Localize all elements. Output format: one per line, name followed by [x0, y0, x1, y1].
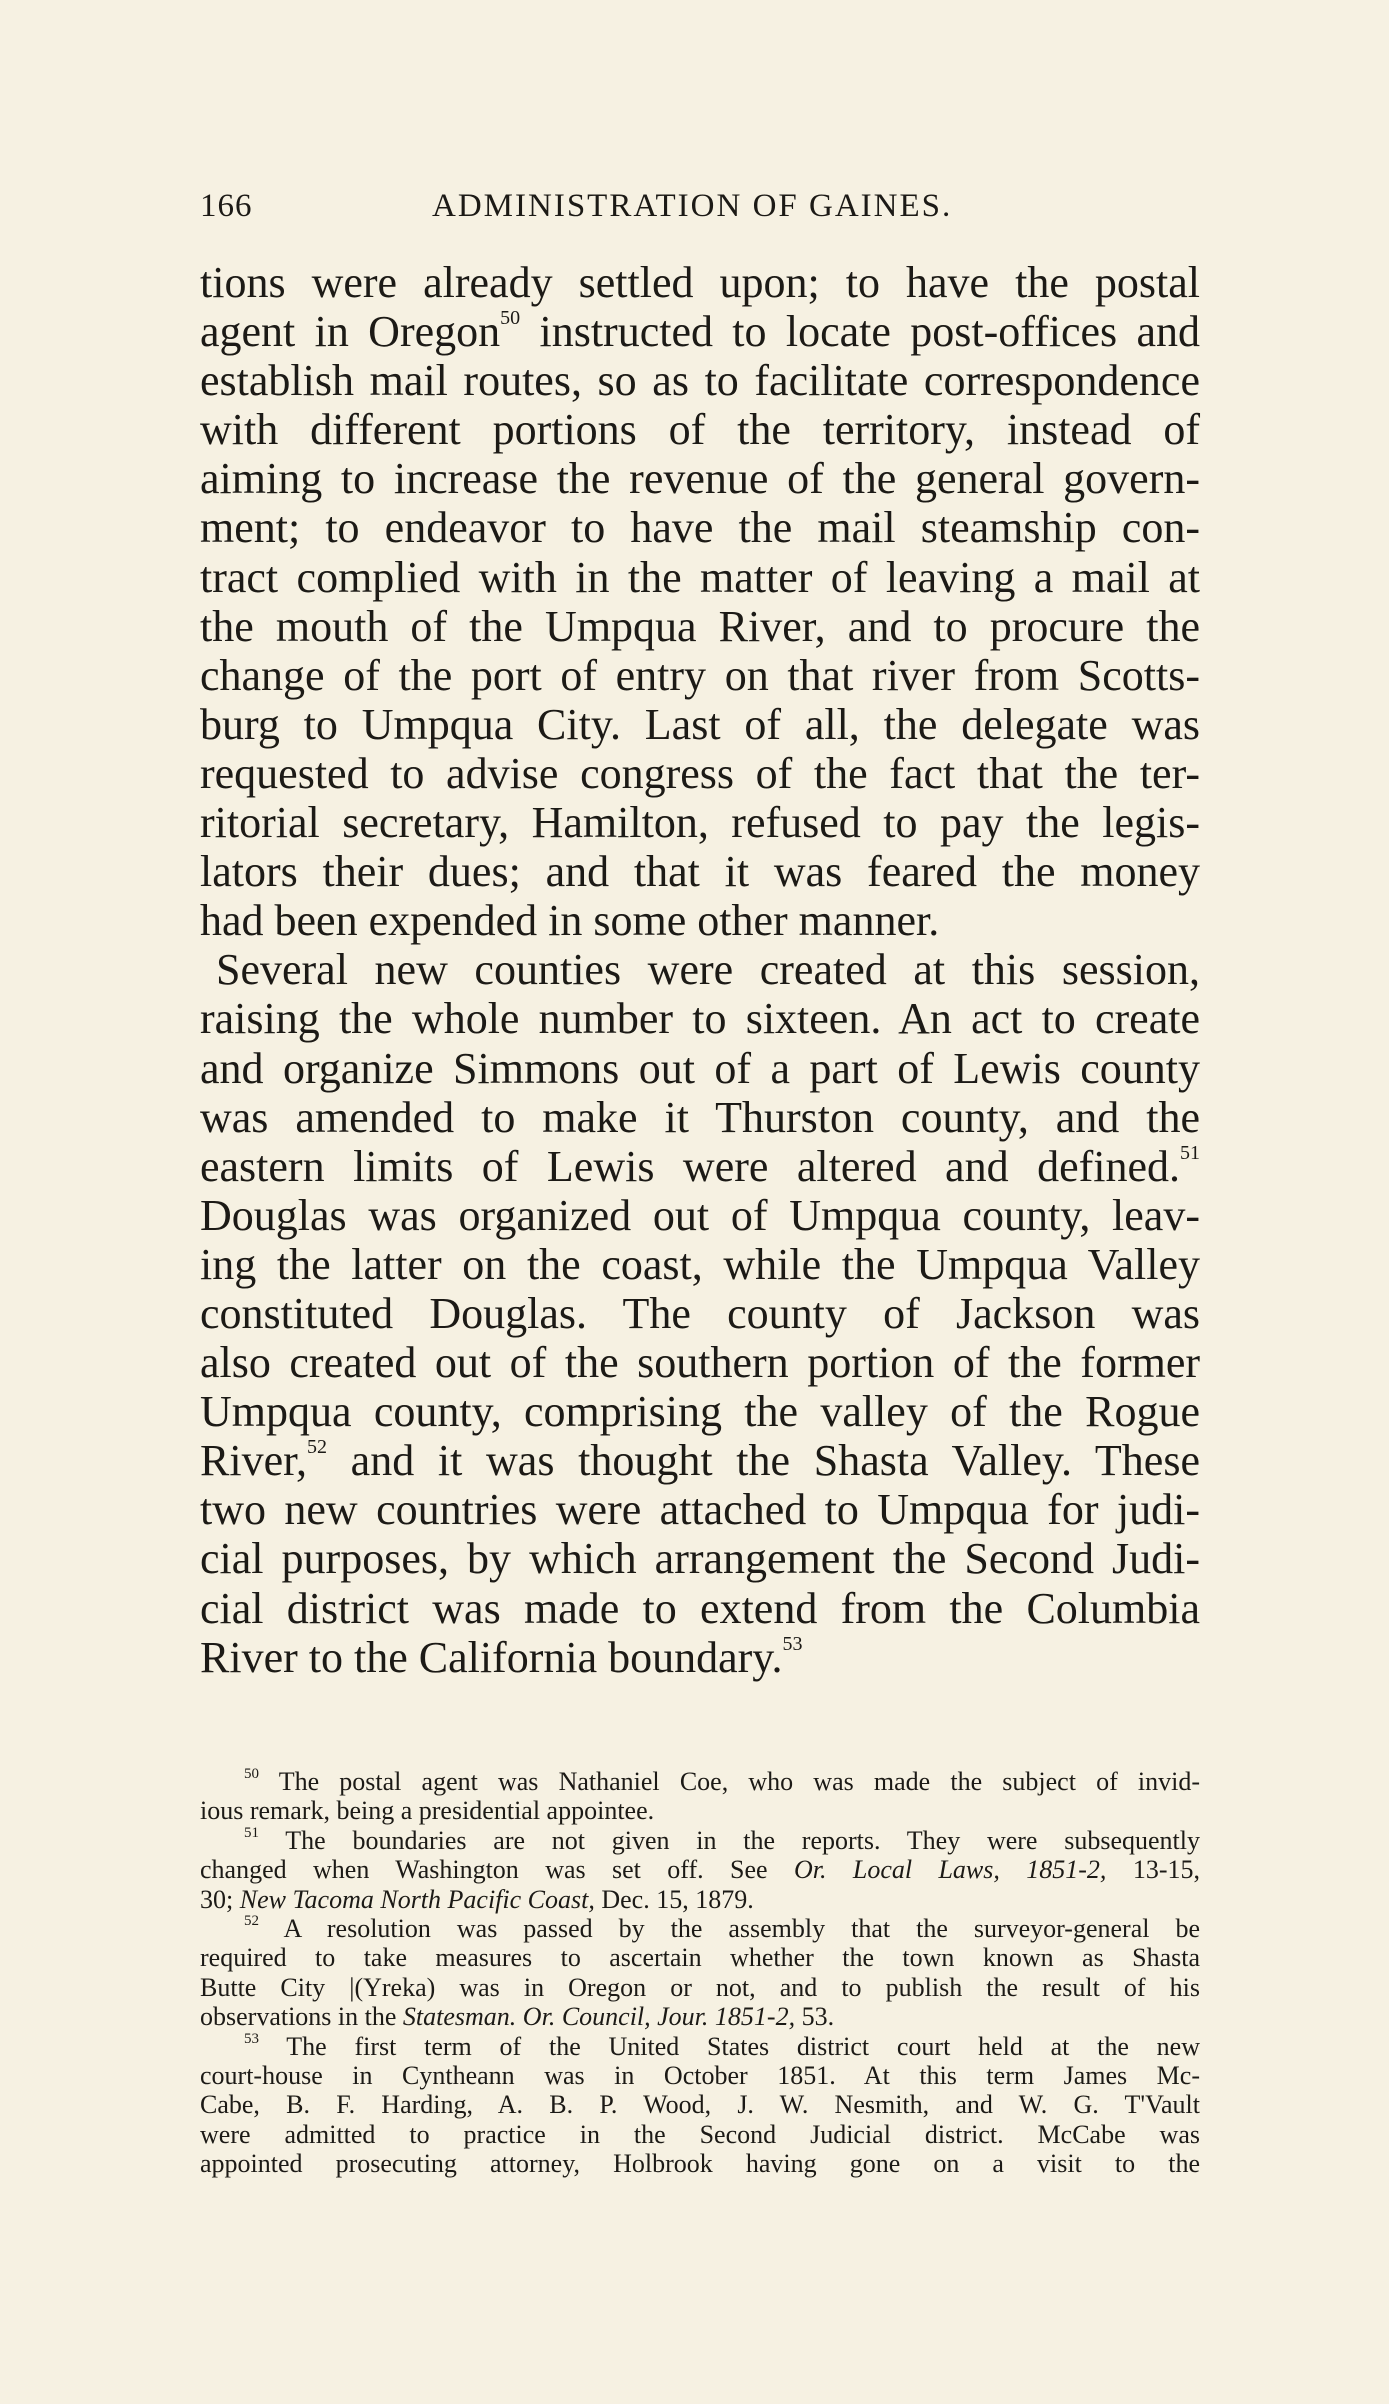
footnote-line: Cabe, B. F. Harding, A. B. P. Wood, J. W. Nesmith, and W. G. T'Vault: [200, 2090, 1200, 2120]
footnote-line: were admitted to practice in the Second Judicial district. McCabe was: [200, 2119, 1200, 2149]
text-line: had been expended in some other manner.: [200, 896, 940, 946]
text-line: ment; to endeavor to have the mail steamship con-: [200, 503, 1200, 553]
text-line: Several new counties were created at this session,: [216, 945, 1200, 995]
text-line: requested to advise congress of the fact that the ter-: [200, 748, 1200, 798]
text-line: agent in Oregon$^{50}$ instructed to locate post-offices and: [200, 307, 1201, 357]
footnote-50: [200, 1767, 1200, 1826]
text-line: eastern limits of Lewis were altered and defined.$^{51}$: [200, 1141, 1200, 1191]
footnote-line: changed when Washington was set off. See Or. Local Laws, 1851-2, 13-15,: [200, 1855, 1200, 1885]
footnote-line: 30; New Tacoma North Pacific Coast, Dec. 15, 1879.: [200, 1884, 754, 1914]
footnote-ref-52[interactable]: 52: [307, 1436, 327, 1459]
footnote-52: [200, 1914, 1200, 2032]
body-text: [200, 258, 1200, 1682]
running-title: ADMINISTRATION OF GAINES.: [432, 188, 953, 224]
footnote-line: required to take measures to ascertain whether the town known as Shasta: [200, 1943, 1200, 1973]
footnote-line: court-house in Cyntheann was in October 1851. At this term James Mc-: [200, 2060, 1200, 2090]
text-line: two new countries were attached to Umpqua for judi-: [200, 1485, 1200, 1535]
text-line: raising the whole number to sixteen. An act to create: [200, 994, 1200, 1044]
footnotes: [200, 1767, 1200, 2178]
page-number: 166: [200, 188, 253, 224]
text-line: the mouth of the Umpqua River, and to procure the: [200, 601, 1200, 651]
footnote-line: $^{52}$ A resolution was passed by the assembly that the surveyor-general be: [244, 1912, 1200, 1943]
text-line: ing the latter on the coast, while the Umpqua Valley: [200, 1239, 1200, 1289]
text-line: was amended to make it Thurston county, and the: [200, 1092, 1200, 1142]
text-line: constituted Douglas. The county of Jackson was: [200, 1288, 1200, 1338]
footnote-number: 52: [244, 1912, 259, 1929]
footnote-ref-53[interactable]: 53: [782, 1632, 803, 1655]
text-line: establish mail routes, so as to facilitate correspondence: [200, 356, 1200, 406]
text-line: tract complied with in the matter of leaving a mail at: [200, 552, 1200, 602]
footnote-number: 53: [244, 2030, 259, 2047]
text-line: River to the California boundary.$^{53}$: [200, 1632, 803, 1682]
text-line: and organize Simmons out of a part of Lewis county: [200, 1043, 1200, 1093]
text-line: River,$^{52}$ and it was thought the Shasta Valley. These: [200, 1436, 1200, 1486]
footnote-line: appointed prosecuting attorney, Holbrook having gone on a visit to the: [200, 2149, 1200, 2179]
text-line: with different portions of the territory, instead of: [200, 405, 1200, 455]
footnote-line: observations in the Statesman. Or. Council, Jour. 1851-2, 53.: [200, 2002, 835, 2032]
text-line: tions were already settled upon; to have the postal: [200, 258, 1200, 307]
footnote-line: $^{53}$ The first term of the United States district court held at the new: [244, 2030, 1200, 2061]
text-line: cial purposes, by which arrangement the Second Judi-: [200, 1534, 1200, 1584]
text-line: cial district was made to extend from the Columbia: [200, 1583, 1200, 1633]
text-line: also created out of the southern portion of the former: [200, 1338, 1200, 1388]
text-line: change of the port of entry on that river from Scotts-: [200, 650, 1200, 700]
footnote-number: 50: [244, 1766, 259, 1782]
footnote-53: [200, 2032, 1200, 2179]
text-line: aiming to increase the revenue of the general govern-: [200, 454, 1200, 504]
footnote-line: ious remark, being a presidential appointee.: [200, 1796, 655, 1826]
footnote-line: $^{51}$ The boundaries are not given in the reports. They were subsequently: [244, 1824, 1200, 1855]
text-line: lators their dues; and that it was feared the money: [200, 847, 1200, 897]
footnote-ref-51[interactable]: 51: [1180, 1141, 1200, 1164]
text-line: ritorial secretary, Hamilton, refused to pay the legis-: [200, 798, 1200, 848]
text-line: Douglas was organized out of Umpqua county, leav-: [200, 1190, 1200, 1240]
footnote-number: 51: [244, 1824, 259, 1841]
footnote-ref-50[interactable]: 50: [500, 307, 521, 330]
text-line: Umpqua county, comprising the valley of the Rogue: [200, 1387, 1200, 1437]
text-line: burg to Umpqua City. Last of all, the delegate was: [200, 699, 1200, 749]
footnote-51: [200, 1826, 1200, 1914]
footnote-line: Butte City |(Yreka) was in Oregon or not, and to publish the result of his: [200, 1972, 1200, 2002]
footnote-line: $^{50}$ The postal agent was Nathaniel Coe, who was made the subject of invid-: [244, 1766, 1200, 1796]
running-head: [200, 188, 1200, 234]
